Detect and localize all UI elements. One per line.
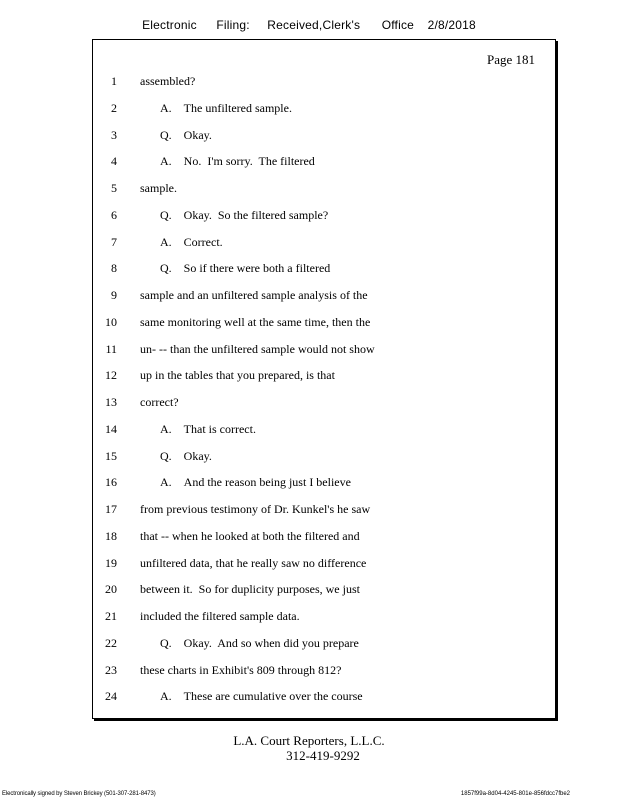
line-number: 12 bbox=[105, 368, 117, 383]
speaker-label: A. bbox=[160, 154, 172, 169]
transcript-line bbox=[93, 309, 555, 336]
transcript-page bbox=[92, 39, 556, 719]
testimony-text: up in the tables that you prepared, is that bbox=[140, 368, 335, 383]
line-text bbox=[140, 309, 370, 336]
testimony-text: assembled? bbox=[140, 74, 196, 88]
transcript-line bbox=[93, 255, 555, 282]
speaker-label: Q. bbox=[160, 448, 172, 463]
testimony-text: un- -- than the unfiltered sample would not show bbox=[140, 341, 375, 356]
line-text bbox=[160, 148, 315, 175]
filing-header bbox=[0, 18, 618, 32]
transcript-line bbox=[93, 496, 555, 523]
line-number: 15 bbox=[105, 448, 117, 463]
testimony-text: same monitoring well at the same time, then the bbox=[140, 314, 371, 329]
testimony-text: sample and an unfiltered sample analysis of the bbox=[140, 288, 368, 302]
line-number: 8 bbox=[111, 261, 117, 276]
testimony-text: included the filtered sample data. bbox=[140, 609, 300, 623]
line-text bbox=[160, 202, 328, 229]
court-reporter-name: L.A. Court Reporters, L.L.C. bbox=[233, 733, 385, 748]
transcript-line bbox=[93, 630, 555, 657]
testimony-text: And the reason being just I believe bbox=[183, 475, 351, 490]
transcript-line bbox=[93, 336, 555, 363]
line-text bbox=[140, 603, 300, 630]
line-number: 22 bbox=[105, 635, 117, 650]
transcript-line bbox=[93, 389, 555, 416]
speaker-label: A. bbox=[160, 475, 172, 490]
line-number: 2 bbox=[111, 100, 117, 115]
line-number: 1 bbox=[111, 74, 117, 88]
transcript-line bbox=[93, 95, 555, 122]
page-number: Page 181 bbox=[486, 52, 535, 67]
transcript-line bbox=[93, 469, 555, 496]
line-number: 6 bbox=[111, 207, 117, 222]
speaker-label: A. bbox=[160, 100, 172, 115]
line-number: 9 bbox=[111, 288, 117, 302]
transcript-line bbox=[93, 148, 555, 175]
testimony-text: Okay. And so when did you prepare bbox=[183, 635, 359, 650]
line-text bbox=[140, 550, 366, 577]
speaker-label: Q. bbox=[160, 127, 172, 142]
transcript-line bbox=[93, 122, 555, 149]
line-text bbox=[160, 469, 351, 496]
line-text bbox=[140, 282, 368, 309]
transcript-line bbox=[93, 229, 555, 256]
speaker-label: Q. bbox=[160, 635, 172, 650]
filing-header-word: Filing: bbox=[216, 18, 250, 32]
line-text bbox=[160, 416, 256, 443]
filing-header-word: Electronic bbox=[142, 18, 197, 32]
filing-header-word: Received,Clerk's bbox=[267, 18, 361, 32]
line-number: 18 bbox=[105, 528, 117, 543]
line-number: 4 bbox=[111, 154, 117, 169]
testimony-text: So if there were both a filtered bbox=[183, 261, 331, 276]
line-number: 17 bbox=[105, 502, 117, 516]
line-text bbox=[140, 389, 179, 416]
transcript-line bbox=[93, 175, 555, 202]
line-text bbox=[160, 95, 292, 122]
line-text bbox=[140, 523, 360, 550]
line-text bbox=[140, 336, 375, 363]
line-text bbox=[140, 576, 360, 603]
testimony-text: these charts in Exhibit's 809 through 812? bbox=[140, 662, 342, 677]
testimony-text: from previous testimony of Dr. Kunkel's he saw bbox=[140, 502, 371, 516]
court-reporter-phone: 312-419-9292 bbox=[286, 748, 360, 763]
testimony-text: sample. bbox=[140, 181, 177, 195]
testimony-text: Okay. bbox=[183, 127, 212, 142]
line-text bbox=[140, 68, 195, 95]
line-number: 5 bbox=[111, 181, 117, 195]
line-number: 11 bbox=[105, 341, 117, 356]
transcript-line bbox=[93, 68, 555, 95]
testimony-text: That is correct. bbox=[183, 421, 256, 436]
transcript-line bbox=[93, 443, 555, 470]
testimony-text: correct? bbox=[140, 395, 179, 409]
electronic-signature-note: Electronically signed by Steven Brickey (501-307-281-8473) bbox=[2, 791, 156, 797]
speaker-label: Q. bbox=[160, 261, 172, 276]
line-number: 3 bbox=[111, 127, 117, 142]
line-text bbox=[140, 175, 177, 202]
line-number: 24 bbox=[105, 689, 117, 704]
speaker-label: Q. bbox=[160, 207, 172, 222]
line-text bbox=[140, 657, 341, 684]
line-number: 20 bbox=[105, 582, 117, 597]
testimony-text: Okay. So the filtered sample? bbox=[183, 207, 329, 222]
testimony-text: Okay. bbox=[183, 448, 212, 463]
testimony-text: The unfiltered sample. bbox=[183, 100, 292, 115]
line-text bbox=[160, 229, 223, 256]
line-text bbox=[160, 683, 363, 710]
speaker-label: A. bbox=[160, 421, 172, 436]
transcript-line bbox=[93, 202, 555, 229]
line-number: 23 bbox=[105, 662, 117, 677]
line-text bbox=[140, 362, 335, 389]
transcript-line bbox=[93, 603, 555, 630]
transcript-line bbox=[93, 576, 555, 603]
transcript-line bbox=[93, 550, 555, 577]
transcript-line bbox=[93, 282, 555, 309]
line-text bbox=[160, 443, 212, 470]
line-number: 10 bbox=[105, 314, 117, 329]
line-number: 14 bbox=[105, 421, 117, 436]
line-number: 21 bbox=[105, 609, 117, 623]
testimony-text: between it. So for duplicity purposes, we just bbox=[140, 582, 360, 597]
line-text bbox=[140, 496, 370, 523]
testimony-text: Correct. bbox=[183, 234, 223, 249]
document-hash: 1857f99a-8d04-4245-801e-856fdcc7fbe2 bbox=[460, 791, 570, 797]
transcript-line bbox=[93, 362, 555, 389]
testimony-text: These are cumulative over the course bbox=[183, 689, 363, 704]
line-text bbox=[160, 122, 212, 149]
line-text bbox=[160, 630, 359, 657]
speaker-label: A. bbox=[160, 689, 172, 704]
testimony-text: No. I'm sorry. The filtered bbox=[183, 154, 315, 169]
transcript-lines bbox=[93, 68, 555, 710]
line-number: 7 bbox=[111, 234, 117, 249]
transcript-line bbox=[93, 416, 555, 443]
transcript-line bbox=[93, 683, 555, 710]
filing-header-date: 2/8/2018 bbox=[427, 18, 476, 32]
testimony-text: unfiltered data, that he really saw no difference bbox=[140, 555, 367, 570]
line-number: 16 bbox=[105, 475, 117, 490]
testimony-text: that -- when he looked at both the filtered and bbox=[140, 528, 360, 543]
line-text bbox=[160, 255, 330, 282]
transcript-line bbox=[93, 657, 555, 684]
filing-header-word: Office bbox=[381, 18, 415, 32]
page-footer bbox=[0, 733, 618, 763]
line-number: 19 bbox=[105, 555, 117, 570]
transcript-line bbox=[93, 523, 555, 550]
line-number: 13 bbox=[105, 395, 117, 409]
speaker-label: A. bbox=[160, 234, 172, 249]
